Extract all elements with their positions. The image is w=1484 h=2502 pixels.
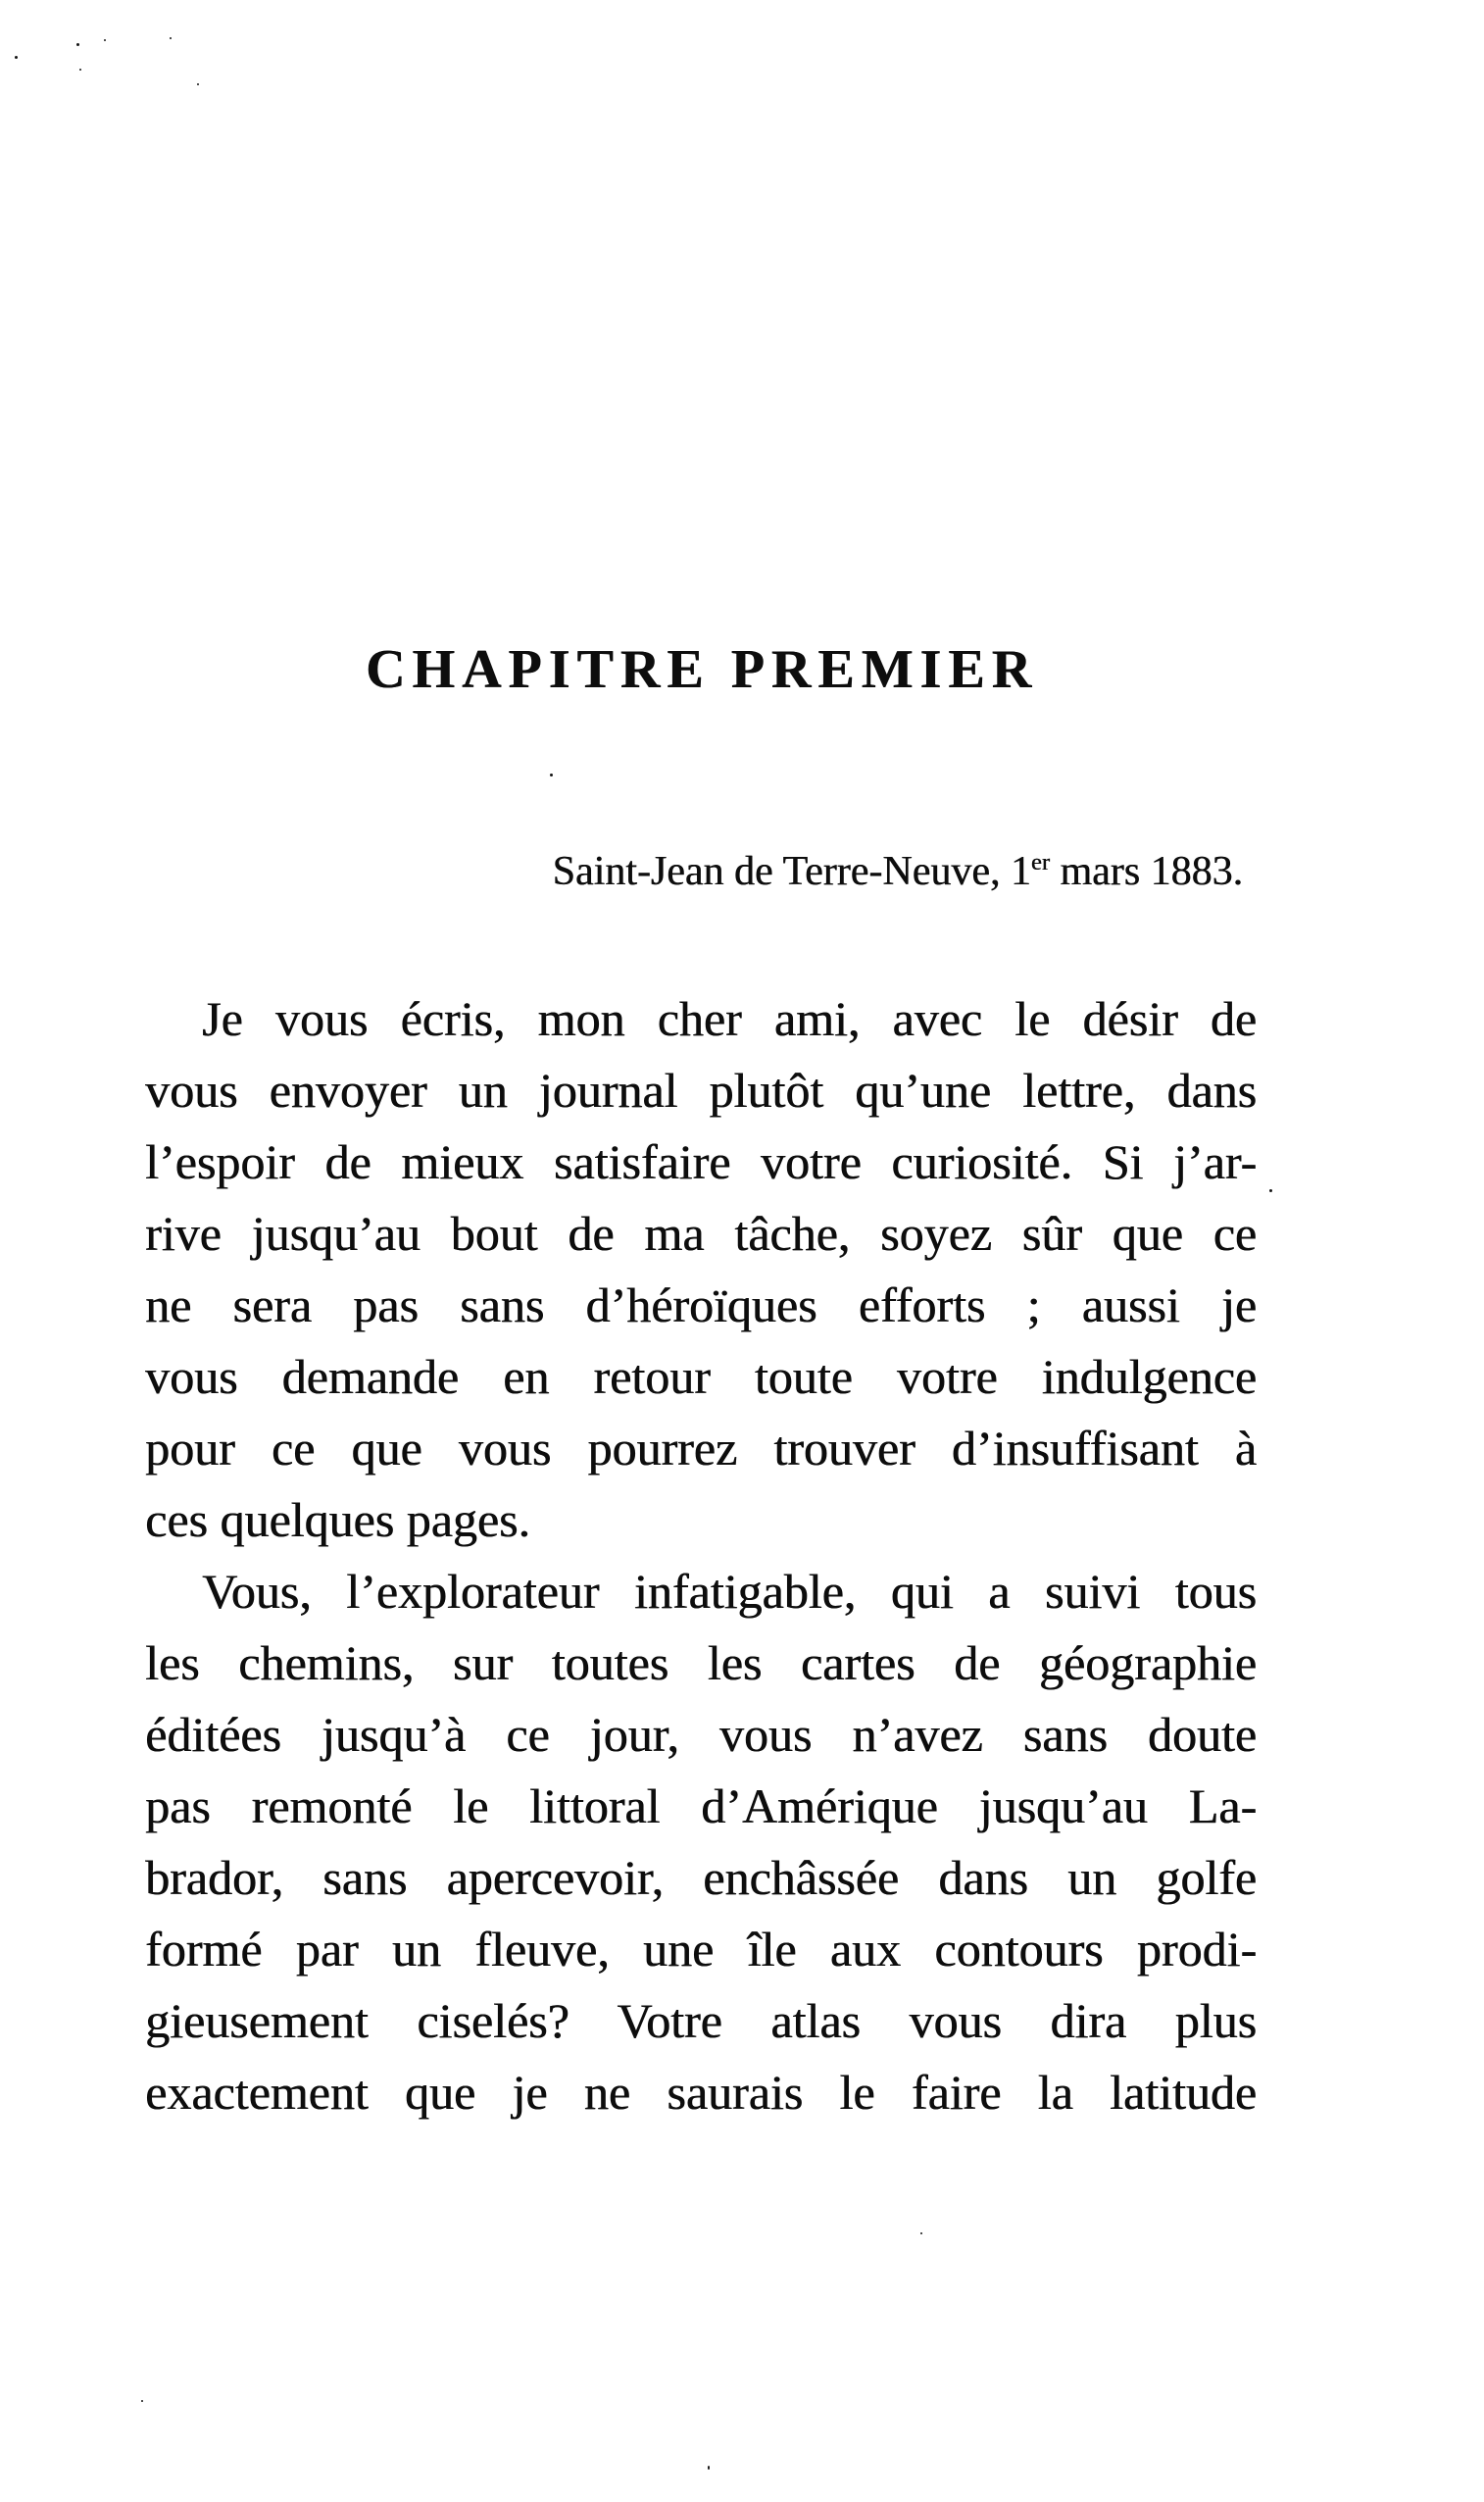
scan-speckle [104, 39, 106, 41]
dateline-prefix: Saint-Jean de Terre-Neuve, 1 [552, 849, 1031, 894]
scan-speckle [197, 83, 199, 85]
text-line: vous envoyer un journal plutôt qu’une lettre, dans [145, 1063, 1257, 1118]
text-line: Je vous écris, mon cher ami, avec le désir de [202, 991, 1257, 1046]
text-line: les chemins, sur toutes les cartes de géographie [145, 1635, 1257, 1690]
dateline-suffix: mars 1883. [1049, 849, 1243, 894]
text-line: ces quelques pages. [145, 1492, 530, 1547]
scan-speckle [708, 2466, 710, 2470]
text-line: pour ce que vous pourrez trouver d’insuffisant à [145, 1421, 1257, 1476]
text-line: l’espoir de mieux satisfaire votre curiosité. Si j’ar- [145, 1134, 1257, 1189]
scan-speckle [1269, 1189, 1272, 1192]
dateline-superscript: er [1030, 849, 1050, 876]
text-line: éditées jusqu’à ce jour, vous n’avez sans doute [145, 1707, 1257, 1762]
chapter-heading: CHAPITRE PREMIER [365, 639, 1039, 700]
text-line: pas remonté le littoral d’Amérique jusqu’au La- [145, 1778, 1257, 1833]
scan-speckle [550, 774, 553, 776]
scan-speckle [141, 2400, 143, 2402]
text-line: rive jusqu’au bout de ma tâche, soyez sûr que ce [145, 1206, 1257, 1261]
body-text [145, 983, 1257, 2128]
dateline [147, 849, 1243, 894]
scan-speckle [15, 56, 18, 59]
text-line: brador, sans apercevoir, enchâssée dans un golfe [145, 1850, 1257, 1905]
text-line: Vous, l’explorateur infatigable, qui a suivi tous [202, 1564, 1257, 1619]
scan-speckle [79, 69, 81, 71]
text-line: vous demande en retour toute votre indulgence [145, 1349, 1257, 1404]
text-line: gieusement ciselés? Votre atlas vous dira plus [145, 1993, 1257, 2048]
scan-speckle [76, 43, 79, 46]
text-line: exactement que je ne saurais le faire la latitude [145, 2065, 1257, 2120]
scan-speckle [170, 37, 172, 39]
text-line: formé par un fleuve, une île aux contours prodi- [145, 1922, 1257, 1977]
scan-speckle [920, 2232, 922, 2234]
text-line: ne sera pas sans d’héroïques efforts ; aussi je [145, 1277, 1257, 1332]
